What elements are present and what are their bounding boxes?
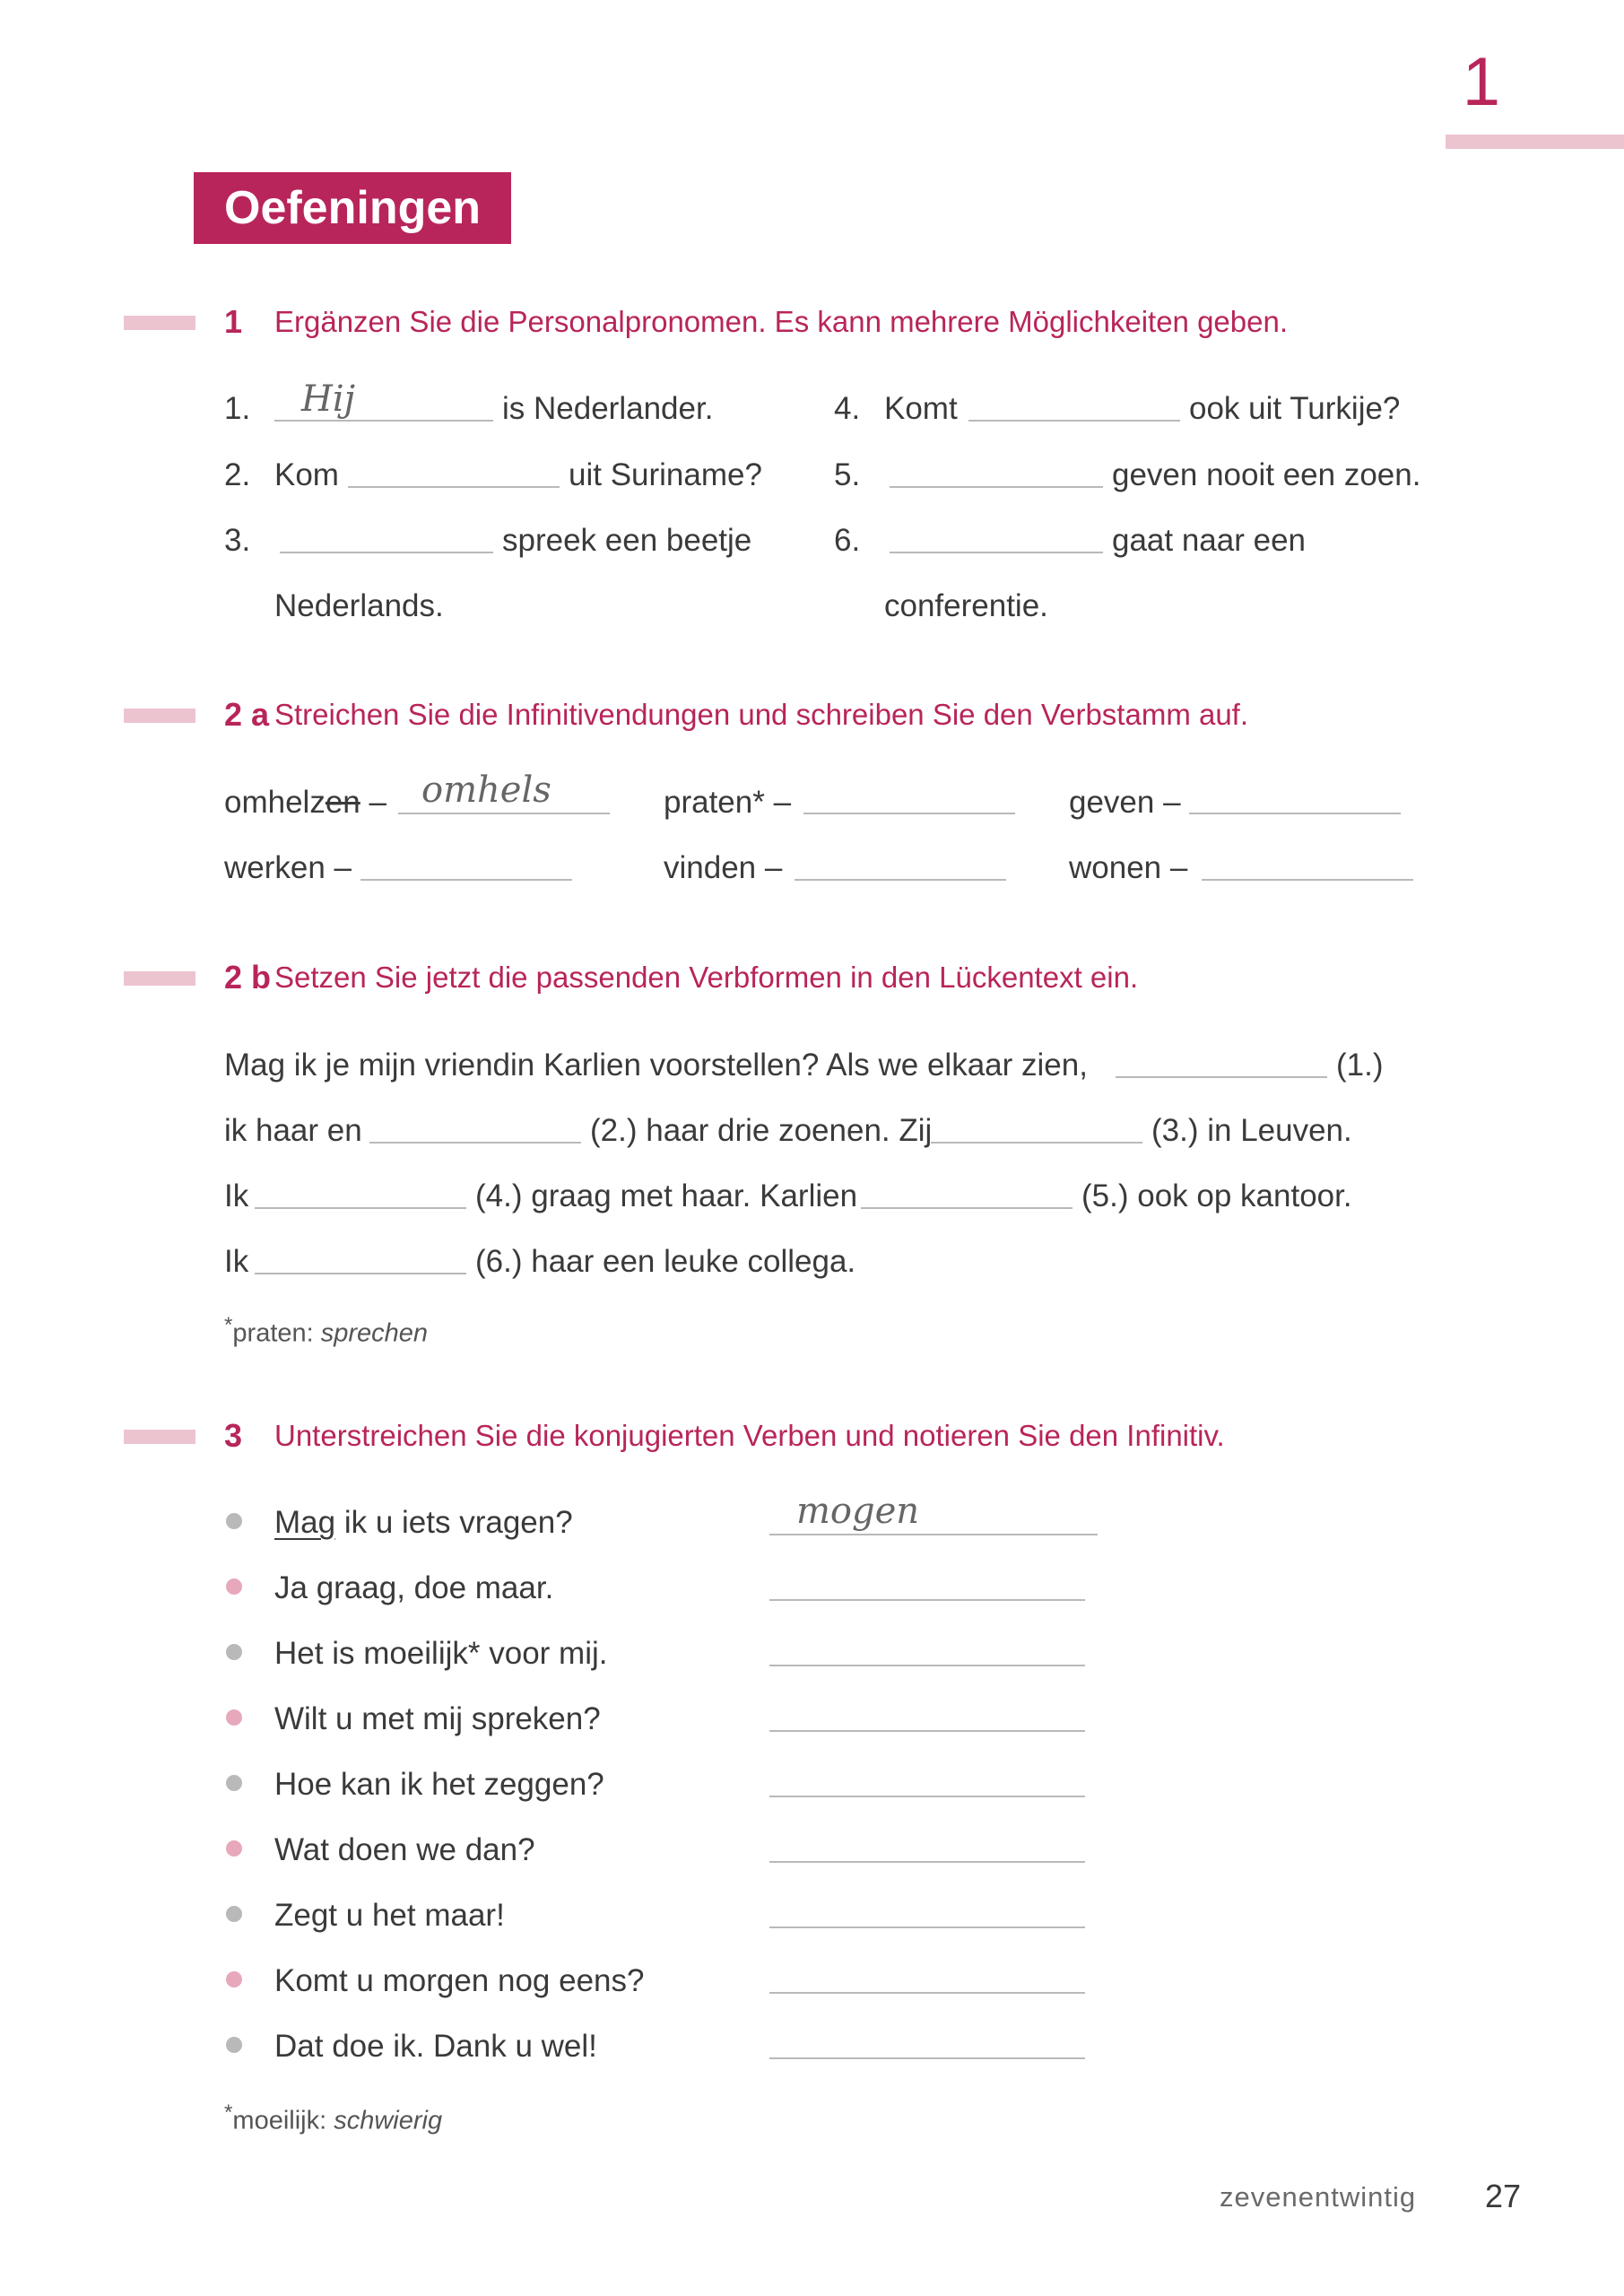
verb-geven: geven – bbox=[1069, 785, 1181, 820]
item-2-blank[interactable] bbox=[348, 486, 560, 488]
exercise-1-instruction: Ergänzen Sie die Personalpronomen. Es kann mehrere Möglichkeiten geben. bbox=[274, 305, 1289, 338]
exercise-2b-bar bbox=[124, 971, 195, 986]
cloze-line-4-start: Ik bbox=[224, 1244, 249, 1279]
infinitive-blank-3[interactable] bbox=[769, 1665, 1085, 1666]
verb-omhelzen: omhelzen – bbox=[224, 785, 386, 820]
footnote-moeilijk-word: moeilijk: bbox=[232, 2106, 327, 2135]
cloze-line-1-text: Mag ik je mijn vriendin Karlien voorstellen? Als we elkaar zien, bbox=[224, 1048, 1088, 1083]
exercise-3-number: 3 bbox=[224, 1417, 243, 1454]
exercise-2a-bar bbox=[124, 709, 195, 723]
chapter-number: 1 bbox=[1462, 44, 1500, 120]
footnote-praten-word: praten: bbox=[232, 1318, 314, 1348]
infinitive-blank-6[interactable] bbox=[769, 1861, 1085, 1863]
item-3-continuation: Nederlands. bbox=[274, 588, 444, 623]
verb-vinden-blank[interactable] bbox=[795, 879, 1006, 881]
cloze-line-2-end: (3.) in Leuven. bbox=[1151, 1113, 1352, 1148]
exercise-3-instruction: Unterstreichen Sie die konjugierten Verben und notieren Sie den Infinitiv. bbox=[274, 1419, 1225, 1452]
bullet-grey bbox=[226, 1906, 242, 1922]
bullet-grey bbox=[226, 1644, 242, 1660]
item-3-text: spreek een beetje bbox=[502, 523, 752, 558]
cloze-ref-1: (1.) bbox=[1336, 1048, 1384, 1083]
infinitive-answer-1: mogen bbox=[796, 1491, 920, 1532]
verb-omhelzen-blank[interactable] bbox=[398, 813, 610, 814]
infinitive-blank-9[interactable] bbox=[769, 2057, 1085, 2059]
item-1-number: 1. bbox=[224, 391, 251, 426]
underlined-verb: Mag bbox=[274, 1505, 336, 1540]
footnote-moeilijk: *moeilijk: schwierig bbox=[224, 2100, 443, 2135]
item-6-text: gaat naar een bbox=[1112, 523, 1307, 558]
bullet-grey bbox=[226, 1513, 242, 1529]
verb-wonen-blank[interactable] bbox=[1202, 879, 1413, 881]
cloze-line-4-end: (6.) haar een leuke collega. bbox=[475, 1244, 856, 1279]
sentence-7: Zegt u het maar! bbox=[274, 1898, 505, 1933]
item-5-number: 5. bbox=[834, 457, 861, 492]
cloze-line-3-middle: (4.) graag met haar. Karlien bbox=[475, 1178, 858, 1213]
exercise-2a-number: 2 a bbox=[224, 696, 270, 733]
infinitive-blank-8[interactable] bbox=[769, 1992, 1085, 1994]
sentence-1-rest: ik u iets vragen? bbox=[335, 1505, 573, 1540]
item-1-text: is Nederlander. bbox=[502, 391, 714, 426]
item-2-before: Kom bbox=[274, 457, 339, 492]
item-4-blank[interactable] bbox=[968, 420, 1180, 422]
chapter-bar bbox=[1446, 135, 1624, 149]
sentence-5: Hoe kan ik het zeggen? bbox=[274, 1767, 604, 1802]
cloze-blank-1[interactable] bbox=[1116, 1076, 1327, 1078]
page-number: 27 bbox=[1485, 2178, 1522, 2214]
bullet-pink bbox=[226, 1840, 242, 1857]
sentence-2: Ja graag, doe maar. bbox=[274, 1570, 554, 1605]
infinitive-blank-1[interactable] bbox=[769, 1534, 1098, 1535]
cloze-line-2-middle: (2.) haar drie zoenen. Zij bbox=[590, 1113, 933, 1148]
verb-stem: omhelz bbox=[224, 785, 326, 820]
infinitive-blank-4[interactable] bbox=[769, 1730, 1085, 1732]
item-4-before: Komt bbox=[884, 391, 958, 426]
exercise-1-bar bbox=[124, 316, 195, 330]
footnote-praten-translation: sprechen bbox=[320, 1318, 429, 1348]
cloze-blank-3[interactable] bbox=[931, 1142, 1142, 1144]
verb-praten-blank[interactable] bbox=[803, 813, 1015, 814]
verb-werken: werken – bbox=[224, 850, 352, 885]
item-2-number: 2. bbox=[224, 457, 251, 492]
bullet-pink bbox=[226, 1578, 242, 1595]
verb-geven-blank[interactable] bbox=[1189, 813, 1401, 814]
sentence-9: Dat doe ik. Dank u wel! bbox=[274, 2029, 597, 2064]
bullet-pink bbox=[226, 1971, 242, 1987]
verb-vinden: vinden – bbox=[664, 850, 783, 885]
sentence-8: Komt u morgen nog eens? bbox=[274, 1963, 645, 1998]
verb-wonen: wonen – bbox=[1069, 850, 1188, 885]
cloze-blank-6[interactable] bbox=[255, 1273, 466, 1274]
item-6-blank[interactable] bbox=[890, 552, 1103, 553]
cloze-blank-2[interactable] bbox=[369, 1142, 581, 1144]
cloze-line-2-start: ik haar en bbox=[224, 1113, 362, 1148]
item-5-text: geven nooit een zoen. bbox=[1112, 457, 1421, 492]
page-title: Oefeningen bbox=[194, 172, 511, 244]
item-3-blank[interactable] bbox=[280, 552, 493, 553]
cloze-blank-4[interactable] bbox=[255, 1207, 466, 1209]
verb-ending-struck: en bbox=[325, 785, 360, 820]
exercise-2a-instruction: Streichen Sie die Infinitivendungen und schreiben Sie den Verbstamm auf. bbox=[274, 698, 1249, 731]
item-5-blank[interactable] bbox=[890, 486, 1103, 488]
footnote-moeilijk-translation: schwierig bbox=[334, 2106, 443, 2135]
verb-omhelzen-answer: omhels bbox=[421, 770, 551, 811]
infinitive-blank-7[interactable] bbox=[769, 1926, 1085, 1928]
exercise-3-bar bbox=[124, 1430, 195, 1444]
verb-werken-blank[interactable] bbox=[360, 879, 572, 881]
bullet-pink bbox=[226, 1709, 242, 1726]
cloze-line-3-start: Ik bbox=[224, 1178, 249, 1213]
sentence-3: Het is moeilijk* voor mij. bbox=[274, 1636, 608, 1671]
exercise-2b-number: 2 b bbox=[224, 959, 272, 996]
exercise-1-number: 1 bbox=[224, 303, 243, 340]
item-6-continuation: conferentie. bbox=[884, 588, 1048, 623]
sentence-4: Wilt u met mij spreken? bbox=[274, 1701, 601, 1736]
infinitive-blank-2[interactable] bbox=[769, 1599, 1085, 1601]
bullet-grey bbox=[226, 2037, 242, 2053]
sentence-1 bbox=[274, 1505, 573, 1541]
sentence-6: Wat doen we dan? bbox=[274, 1832, 535, 1867]
footnote-praten: *praten: sprechen bbox=[224, 1313, 429, 1348]
infinitive-blank-5[interactable] bbox=[769, 1796, 1085, 1797]
cloze-line-3-end: (5.) ook op kantoor. bbox=[1081, 1178, 1352, 1213]
item-3-number: 3. bbox=[224, 523, 251, 558]
item-1-blank[interactable] bbox=[274, 420, 493, 422]
item-2-text: uit Suriname? bbox=[569, 457, 762, 492]
page-number-word: zevenentwintig bbox=[1220, 2181, 1417, 2213]
item-4-text: ook uit Turkije? bbox=[1189, 391, 1401, 426]
exercise-2b-instruction: Setzen Sie jetzt die passenden Verbformen in den Lückentext ein. bbox=[274, 961, 1139, 994]
verb-praten: praten* – bbox=[664, 785, 792, 820]
item-4-number: 4. bbox=[834, 391, 861, 426]
bullet-grey bbox=[226, 1775, 242, 1791]
item-6-number: 6. bbox=[834, 523, 861, 558]
cloze-blank-5[interactable] bbox=[861, 1207, 1073, 1209]
item-1-answer: Hij bbox=[301, 378, 356, 420]
